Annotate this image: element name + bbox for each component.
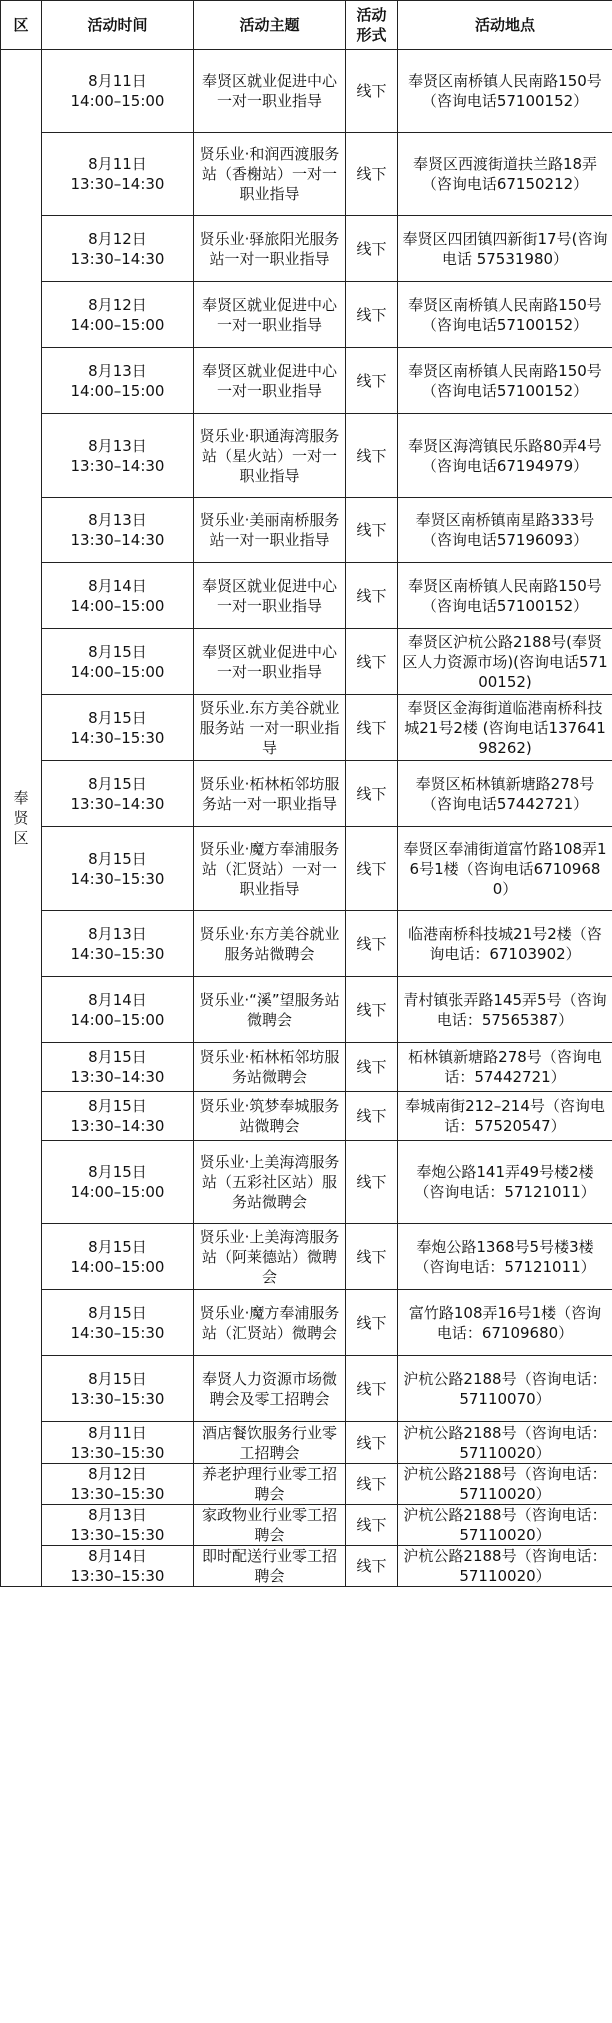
table-row <box>1 827 612 911</box>
cell-date-text: 8月11日 <box>88 72 147 90</box>
cell-time-text: 14:30–15:30 <box>70 728 165 747</box>
cell-time-text: 13:30–14:30 <box>70 531 165 549</box>
table-row <box>1 1464 612 1505</box>
cell-time <box>42 695 194 761</box>
cell-time <box>42 1356 194 1422</box>
cell-time <box>42 133 194 216</box>
cell-date-text: 8月12日 <box>88 229 147 248</box>
cell-time <box>42 50 194 133</box>
table-row <box>1 761 612 827</box>
cell-form: 线下 <box>346 133 398 216</box>
cell-form: 线下 <box>346 911 398 977</box>
cell-time <box>42 1092 194 1141</box>
cell-time <box>42 563 194 629</box>
cell-location: 奉贤区金海街道临港南桥科技城21号2楼 (咨询电话13764198262) <box>398 695 612 761</box>
cell-date-text: 8月15日 <box>88 849 147 868</box>
cell-time <box>42 827 194 911</box>
cell-time <box>42 1546 194 1587</box>
cell-time <box>42 282 194 348</box>
table-row <box>1 282 612 348</box>
cell-time-text: 14:00–15:00 <box>70 1010 165 1029</box>
cell-form: 线下 <box>346 348 398 414</box>
cell-form: 线下 <box>346 216 398 282</box>
header-district: 区 <box>1 1 42 50</box>
cell-location: 奉贤区奉浦街道富竹路108弄16号1楼（咨询电话67109680） <box>398 827 612 911</box>
cell-time-text: 14:00–15:00 <box>70 92 165 110</box>
cell-topic: 家政物业行业零工招聘会 <box>194 1505 346 1546</box>
table-row <box>1 1356 612 1422</box>
cell-date-text: 8月14日 <box>88 990 147 1009</box>
cell-location: 青村镇张弄路145弄5号（咨询电话：57565387） <box>398 977 612 1043</box>
cell-location: 奉贤区南桥镇南星路333号（咨询电话57196093） <box>398 498 612 563</box>
cell-form: 线下 <box>346 1422 398 1464</box>
table-row <box>1 1422 612 1464</box>
cell-form: 线下 <box>346 761 398 827</box>
cell-time-text: 13:30–15:30 <box>70 1485 165 1503</box>
cell-topic: 贤乐业·上美海湾服务站（阿莱德站）微聘会 <box>194 1224 346 1290</box>
cell-time-text: 13:30–15:30 <box>70 1526 165 1544</box>
cell-time-text: 13:30–14:30 <box>70 456 165 475</box>
cell-time-text: 13:30–14:30 <box>70 1117 165 1135</box>
table-row <box>1 1505 612 1546</box>
cell-location: 奉炮公路1368号5号楼3楼（咨询电话：57121011） <box>398 1224 612 1290</box>
cell-topic: 贤乐业·美丽南桥服务站一对一职业指导 <box>194 498 346 563</box>
table-row <box>1 977 612 1043</box>
table-row <box>1 1224 612 1290</box>
cell-topic: 贤乐业·魔方奉浦服务站（汇贤站）一对一职业指导 <box>194 827 346 911</box>
cell-date-text: 8月13日 <box>88 436 147 455</box>
cell-topic: 贤乐业·和润西渡服务站（香榭站）一对一职业指导 <box>194 133 346 216</box>
cell-date-text: 8月12日 <box>88 1465 147 1483</box>
cell-location: 奉贤区柘林镇新塘路278号（咨询电话57442721） <box>398 761 612 827</box>
cell-time <box>42 761 194 827</box>
cell-time <box>42 977 194 1043</box>
cell-time-text: 14:00–15:00 <box>70 1257 165 1276</box>
cell-topic: 养老护理行业零工招聘会 <box>194 1464 346 1505</box>
cell-form: 线下 <box>346 1224 398 1290</box>
cell-time <box>42 1290 194 1356</box>
cell-topic: 奉贤区就业促进中心一对一职业指导 <box>194 348 346 414</box>
cell-date-text: 8月13日 <box>88 924 147 943</box>
table-row <box>1 50 612 133</box>
table-row <box>1 498 612 563</box>
table-row <box>1 1092 612 1141</box>
cell-time-text: 14:30–15:30 <box>70 944 165 963</box>
cell-topic: 奉贤区就业促进中心一对一职业指导 <box>194 563 346 629</box>
header-location: 活动地点 <box>398 1 612 50</box>
cell-topic: 贤乐业·上美海湾服务站（五彩社区站）服务站微聘会 <box>194 1141 346 1224</box>
cell-form: 线下 <box>346 1505 398 1546</box>
cell-date-text: 8月15日 <box>88 1048 147 1066</box>
cell-form: 线下 <box>346 50 398 133</box>
table-row <box>1 1141 612 1224</box>
cell-form: 线下 <box>346 282 398 348</box>
cell-time <box>42 1224 194 1290</box>
table-row <box>1 911 612 977</box>
cell-time-text: 14:00–15:00 <box>70 1183 165 1201</box>
table-row <box>1 133 612 216</box>
cell-topic: 贤乐业·魔方奉浦服务站（汇贤站）微聘会 <box>194 1290 346 1356</box>
cell-form: 线下 <box>346 498 398 563</box>
cell-form: 线下 <box>346 1043 398 1092</box>
cell-form: 线下 <box>346 695 398 761</box>
cell-form: 线下 <box>346 1092 398 1141</box>
table-row <box>1 629 612 695</box>
cell-date-text: 8月15日 <box>88 1237 147 1256</box>
cell-location: 沪杭公路2188号（咨询电话：57110020） <box>398 1422 612 1464</box>
cell-location: 奉贤区南桥镇人民南路150号（咨询电话57100152） <box>398 348 612 414</box>
cell-location: 奉贤区南桥镇人民南路150号（咨询电话57100152） <box>398 282 612 348</box>
cell-time <box>42 348 194 414</box>
cell-topic: 贤乐业·柘林柘邻坊服务站微聘会 <box>194 1043 346 1092</box>
cell-time <box>42 216 194 282</box>
cell-time <box>42 1141 194 1224</box>
cell-location: 沪杭公路2188号（咨询电话：57110020） <box>398 1505 612 1546</box>
cell-time-text: 14:30–15:30 <box>70 869 165 888</box>
cell-date-text: 8月13日 <box>88 511 147 529</box>
cell-location: 临港南桥科技城21号2楼（咨询电话：67103902） <box>398 911 612 977</box>
cell-time-text: 14:00–15:00 <box>70 315 165 334</box>
cell-form: 线下 <box>346 977 398 1043</box>
cell-date-text: 8月15日 <box>88 708 147 727</box>
cell-location: 奉贤区四团镇四新街17号(咨询电话 57531980） <box>398 216 612 282</box>
cell-location: 富竹路108弄16号1楼（咨询电话：67109680） <box>398 1290 612 1356</box>
cell-date-text: 8月15日 <box>88 774 147 793</box>
cell-topic: 贤乐业.东方美谷就业服务站 一对一职业指导 <box>194 695 346 761</box>
cell-topic: 奉贤区就业促进中心一对一职业指导 <box>194 629 346 695</box>
cell-location: 沪杭公路2188号（咨询电话：57110020） <box>398 1464 612 1505</box>
cell-location: 奉贤区南桥镇人民南路150号（咨询电话57100152） <box>398 563 612 629</box>
cell-topic: 贤乐业·驿旅阳光服务站一对一职业指导 <box>194 216 346 282</box>
cell-topic: 奉贤人力资源市场微聘会及零工招聘会 <box>194 1356 346 1422</box>
cell-time <box>42 1464 194 1505</box>
cell-form: 线下 <box>346 1356 398 1422</box>
table-row <box>1 1043 612 1092</box>
cell-form: 线下 <box>346 414 398 498</box>
cell-location: 奉贤区南桥镇人民南路150号（咨询电话57100152） <box>398 50 612 133</box>
cell-date-text: 8月11日 <box>88 155 147 173</box>
cell-time <box>42 498 194 563</box>
cell-form: 线下 <box>346 1546 398 1587</box>
cell-location: 奉贤区西渡街道扶兰路18弄（咨询电话67150212） <box>398 133 612 216</box>
cell-topic: 即时配送行业零工招聘会 <box>194 1546 346 1587</box>
table-row <box>1 695 612 761</box>
cell-date-text: 8月13日 <box>88 1506 147 1524</box>
header-topic: 活动主题 <box>194 1 346 50</box>
cell-time-text: 14:00–15:00 <box>70 596 165 615</box>
cell-time-text: 14:00–15:00 <box>70 662 165 681</box>
cell-topic: 酒店餐饮服务行业零工招聘会 <box>194 1422 346 1464</box>
cell-date-text: 8月15日 <box>88 1163 147 1181</box>
cell-form: 线下 <box>346 563 398 629</box>
cell-location: 奉城南街212–214号（咨询电话：57520547） <box>398 1092 612 1141</box>
cell-time-text: 14:00–15:00 <box>70 381 165 400</box>
cell-date-text: 8月15日 <box>88 1369 147 1388</box>
cell-topic: 贤乐业·柘林柘邻坊服务站一对一职业指导 <box>194 761 346 827</box>
cell-location: 奉炮公路141弄49号楼2楼（咨询电话：57121011） <box>398 1141 612 1224</box>
table-row <box>1 1546 612 1587</box>
header-time: 活动时间 <box>42 1 194 50</box>
cell-form: 线下 <box>346 1290 398 1356</box>
cell-topic: 贤乐业·职通海湾服务站（星火站）一对一职业指导 <box>194 414 346 498</box>
cell-topic: 贤乐业·筑梦奉城服务站微聘会 <box>194 1092 346 1141</box>
cell-date-text: 8月15日 <box>88 1097 147 1115</box>
cell-time-text: 13:30–15:30 <box>70 1443 165 1462</box>
cell-time <box>42 1043 194 1092</box>
cell-date-text: 8月15日 <box>88 642 147 661</box>
header-form: 活动形式 <box>346 1 398 50</box>
table-row <box>1 1290 612 1356</box>
cell-location: 奉贤区沪杭公路2188号(奉贤区人力资源市场)(咨询电话57100152) <box>398 629 612 695</box>
cell-location: 柘林镇新塘路278号（咨询电话：57442721） <box>398 1043 612 1092</box>
cell-time <box>42 1505 194 1546</box>
cell-form: 线下 <box>346 827 398 911</box>
cell-time-text: 13:30–15:30 <box>70 1567 165 1585</box>
cell-time-text: 14:30–15:30 <box>70 1323 165 1342</box>
cell-date-text: 8月11日 <box>88 1423 147 1442</box>
cell-location: 奉贤区海湾镇民乐路80弄4号（咨询电话67194979） <box>398 414 612 498</box>
cell-time-text: 13:30–15:30 <box>70 1389 165 1408</box>
cell-date-text: 8月14日 <box>88 576 147 595</box>
cell-date-text: 8月15日 <box>88 1303 147 1322</box>
cell-form: 线下 <box>346 629 398 695</box>
district-label: 奉贤区 <box>13 789 29 847</box>
cell-form: 线下 <box>346 1141 398 1224</box>
cell-topic: 贤乐业·“溪”望服务站微聘会 <box>194 977 346 1043</box>
cell-time <box>42 629 194 695</box>
cell-date-text: 8月14日 <box>88 1547 147 1565</box>
table-row <box>1 563 612 629</box>
cell-time-text: 13:30–14:30 <box>70 249 165 268</box>
cell-time <box>42 414 194 498</box>
cell-date-text: 8月12日 <box>88 295 147 314</box>
table-row <box>1 414 612 498</box>
cell-date-text: 8月13日 <box>88 361 147 380</box>
cell-topic: 奉贤区就业促进中心一对一职业指导 <box>194 50 346 133</box>
cell-time <box>42 911 194 977</box>
table-header-row <box>1 1 612 50</box>
cell-time <box>42 1422 194 1464</box>
district-cell <box>1 50 42 1587</box>
cell-form: 线下 <box>346 1464 398 1505</box>
cell-time-text: 13:30–14:30 <box>70 1068 165 1086</box>
table-body <box>1 50 612 1587</box>
cell-location: 沪杭公路2188号（咨询电话：57110020） <box>398 1546 612 1587</box>
table-row <box>1 216 612 282</box>
cell-time-text: 13:30–14:30 <box>70 175 165 193</box>
cell-location: 沪杭公路2188号（咨询电话：57110070） <box>398 1356 612 1422</box>
cell-time-text: 13:30–14:30 <box>70 794 165 813</box>
table-row <box>1 348 612 414</box>
cell-topic: 贤乐业·东方美谷就业服务站微聘会 <box>194 911 346 977</box>
cell-topic: 奉贤区就业促进中心一对一职业指导 <box>194 282 346 348</box>
